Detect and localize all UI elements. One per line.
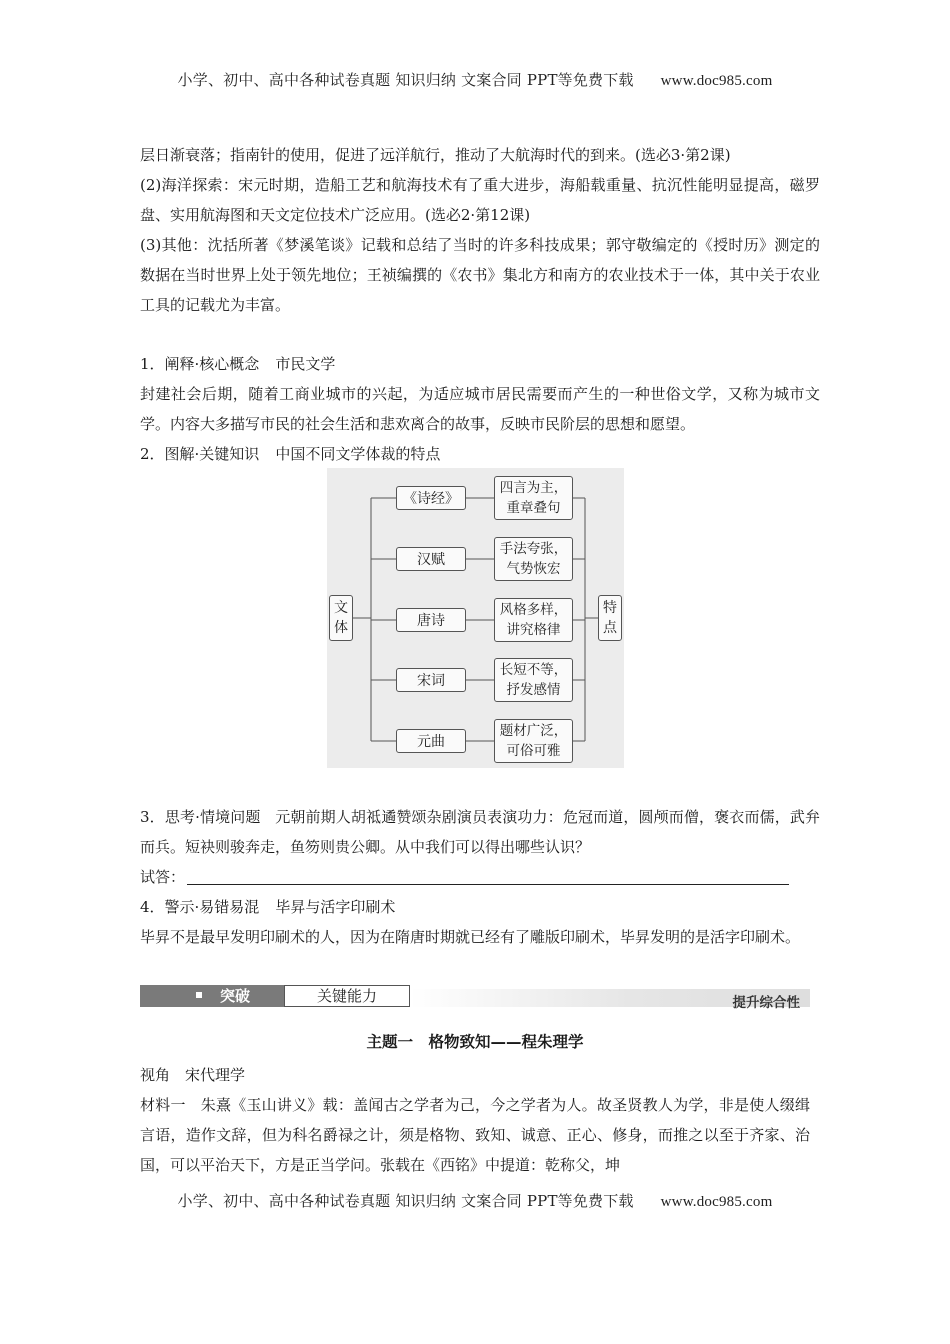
- answer-input-line[interactable]: [187, 866, 789, 885]
- section2-topic: 中国不同文学体裁的特点: [275, 445, 441, 463]
- section-banner: [140, 985, 810, 1010]
- diagram-connectors: [327, 468, 624, 768]
- banner-dark-block: [140, 985, 284, 1007]
- feature-4-line1: 题材广泛，: [499, 723, 568, 739]
- feature-1-line1: 手法夸张，: [499, 541, 568, 557]
- section2-label: 2．图解·关键知识: [140, 445, 260, 463]
- feature-box-4: [494, 719, 573, 763]
- page-footer: [0, 1190, 950, 1211]
- section3-label: 3．思考·情境问题: [140, 808, 261, 826]
- material1-paragraph: [140, 1090, 810, 1180]
- paragraph-p2: (2)海洋探索：宋元时期，造船工艺和航海技术有了重大进步，海船载重量、抗沉性能明显提高，磁罗盘、实用航海图和天文定位技术广泛应用。(选必2·第12课): [140, 176, 820, 224]
- banner-right-text: 提升综合性: [732, 995, 800, 1011]
- section4-heading: [140, 892, 820, 922]
- feature-0-line1: 四言为主，: [499, 480, 568, 496]
- genre-box-1: 汉赋: [396, 547, 466, 571]
- page-header: [0, 69, 950, 90]
- footer-text: 小学、初中、高中各种试卷真题 知识归纳 文案合同 PPT等免费下载: [177, 1192, 634, 1210]
- feature-4-line2: 可俗可雅: [506, 743, 561, 759]
- footer-url[interactable]: www.doc985.com: [660, 1194, 773, 1210]
- header-url[interactable]: www.doc985.com: [660, 73, 773, 89]
- theme-title: 主题一 格物致知——程朱理学: [366, 1033, 584, 1051]
- diagram-left-label: 文体: [329, 595, 353, 641]
- section3-4-content: [140, 802, 820, 952]
- section4-topic: 毕昇与活字印刷术: [275, 898, 396, 916]
- feature-2-line2: 讲究格律: [506, 622, 561, 638]
- answer-label: 试答：: [140, 868, 186, 886]
- paragraph-p3: (3)其他：沈括所著《梦溪笔谈》记载和总结了当时的许多科技成果；郭守敬编定的《授时历》测定的数据在当时世界上处于领先地位；王祯编撰的《农书》集北方和南方的农业技术于一体，其中关于农业工具的记载尤为丰富。: [140, 236, 820, 314]
- genre-box-0: 《诗经》: [396, 486, 466, 510]
- feature-box-0: [494, 476, 573, 520]
- feature-box-2: [494, 598, 573, 642]
- header-text: 小学、初中、高中各种试卷真题 知识归纳 文案合同 PPT等免费下载: [177, 71, 634, 89]
- square-bullet-icon: [196, 992, 202, 998]
- genre-box-2: 唐诗: [396, 608, 466, 632]
- section1-heading: [140, 349, 820, 379]
- section1-label: 1．阐释·核心概念: [140, 355, 260, 373]
- genre-box-3: 宋词: [396, 668, 466, 692]
- section3-body: 元朝前期人胡祗遹赞颂杂剧演员表演功力：危冠而道，圆颅而僧，褒衣而儒，武弁而兵。短袂则骏奔走，鱼笏则贵公卿。从中我们可以得出哪些认识？: [140, 808, 820, 856]
- feature-box-1: [494, 537, 573, 581]
- section3-paragraph: [140, 802, 820, 862]
- banner-left-text: 突破: [220, 987, 251, 1005]
- feature-box-3: [494, 658, 573, 702]
- section1-topic: 市民文学: [275, 355, 336, 373]
- answer-row: [140, 862, 820, 892]
- material1-body: 朱熹《玉山讲义》载：盖闻古之学者为己，今之学者为人。故圣贤教人为学，非是使人缀缉言语，造作文辞，但为科名爵禄之计，须是格物、致知、诚意、正心、修身，而推之以至于齐家、治国，可以平治天下，方是正当学问。张载在《西铭》中提道：乾称父，坤: [140, 1096, 810, 1174]
- banner-tab: 关键能力: [284, 985, 410, 1007]
- feature-3-line1: 长短不等，: [499, 662, 568, 678]
- section1-body: 封建社会后期，随着工商业城市的兴起，为适应城市居民需要而产生的一种世俗文学，又称为城市文学。内容大多描写市民的社会生活和悲欢离合的故事，反映市民阶层的思想和愿望。: [140, 385, 820, 433]
- material1-label: 材料一: [140, 1096, 186, 1114]
- genre-box-4: 元曲: [396, 729, 466, 753]
- section4-body: 毕昇不是最早发明印刷术的人，因为在隋唐时期就已经有了雕版印刷术，毕昇发明的是活字印刷术。: [140, 928, 801, 946]
- material-content: [140, 1060, 810, 1180]
- feature-2-line1: 风格多样，: [499, 602, 568, 618]
- feature-3-line2: 抒发感情: [506, 682, 561, 698]
- diagram-right-label: 特点: [598, 595, 622, 641]
- genre-diagram: [327, 468, 624, 768]
- section2-heading: [140, 439, 820, 469]
- main-content: [140, 140, 820, 469]
- paragraph-p1: 层日渐衰落；指南针的使用，促进了远洋航行，推动了大航海时代的到来。(选必3·第2课): [140, 146, 731, 164]
- angle-label: 视角 宋代理学: [140, 1066, 246, 1084]
- feature-1-line2: 气势恢宏: [506, 561, 561, 577]
- feature-0-line2: 重章叠句: [506, 500, 561, 516]
- section4-label: 4．警示·易错易混: [140, 898, 260, 916]
